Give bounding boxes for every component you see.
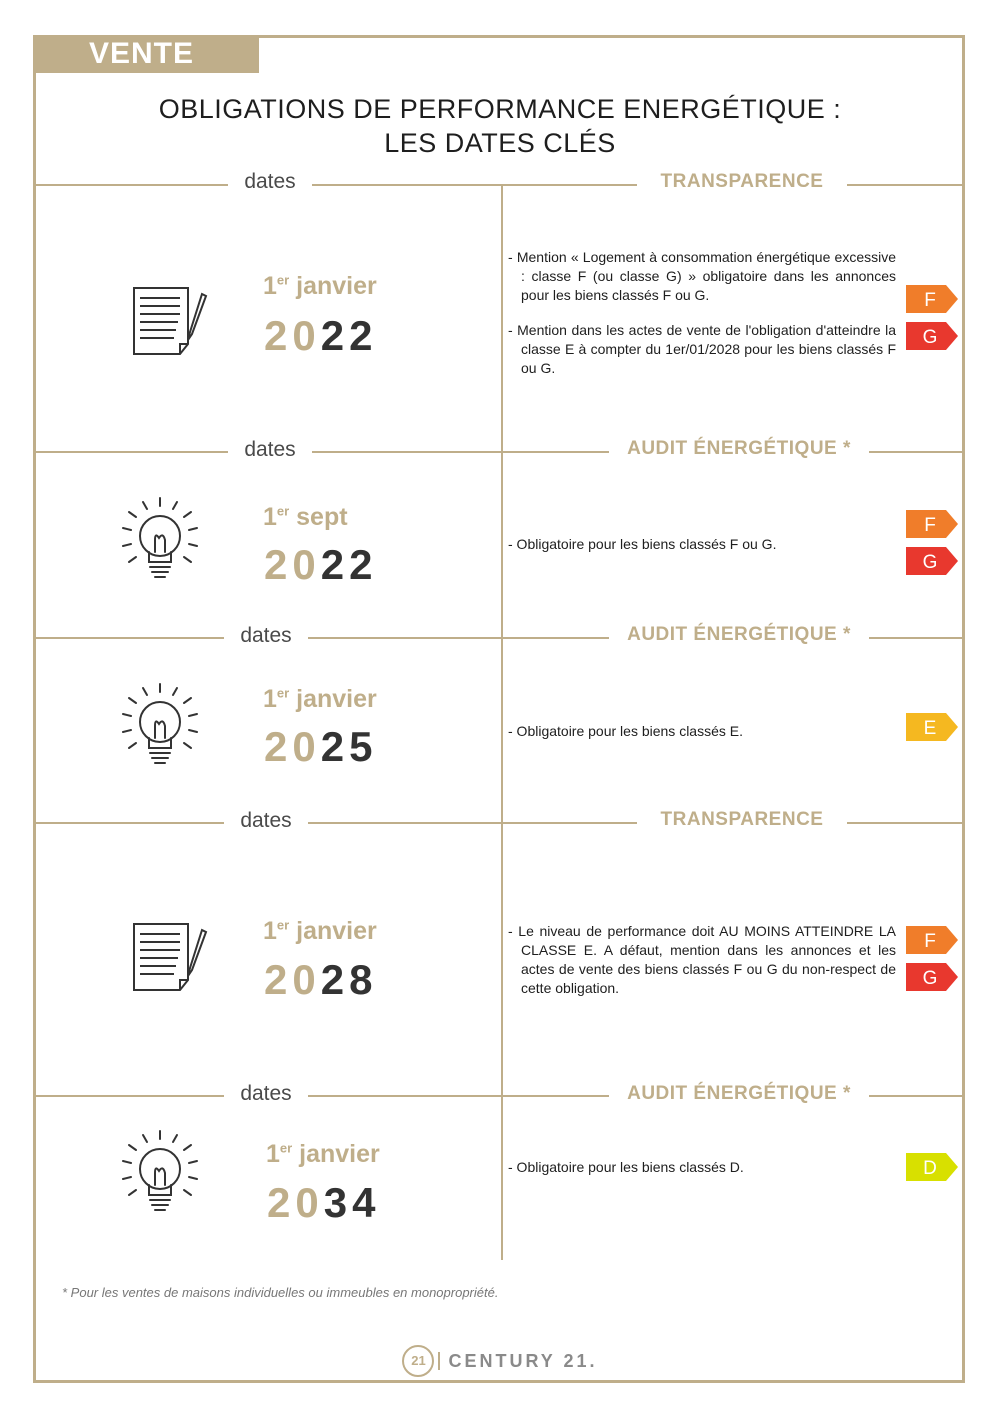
svg-text:F: F (924, 515, 936, 536)
energy-class-f-badge (906, 510, 958, 538)
column-divider (501, 185, 503, 1260)
document-pen-icon (130, 284, 210, 358)
energy-class-g-badge (906, 963, 958, 991)
date-year: 2022 (264, 312, 378, 359)
logo-mark: 21 (402, 1345, 434, 1377)
section-label-theme: TRANSPARENCE (637, 809, 847, 831)
section-label-dates: dates (228, 438, 312, 462)
century21-logo (0, 1345, 1000, 1377)
document-pen-icon (130, 920, 210, 994)
section-bullets (508, 722, 896, 757)
energy-class-d-badge (906, 1153, 958, 1181)
date-year: 2025 (264, 723, 378, 770)
svg-text:F: F (924, 290, 936, 311)
section-label-dates: dates (228, 170, 312, 194)
date-day: 1er janvier (266, 1140, 380, 1168)
section-label-dates: dates (224, 1082, 308, 1106)
lightbulb-icon (115, 1127, 205, 1219)
section-bullets (508, 1158, 896, 1193)
bullet-text: - Obligatoire pour les biens classés D. (508, 1159, 744, 1175)
lightbulb-icon (115, 680, 205, 772)
svg-text:F: F (924, 931, 936, 952)
date-year: 2028 (264, 956, 378, 1003)
logo-separator (438, 1352, 440, 1370)
page-title-line-2: LES DATES CLÉS (384, 128, 616, 158)
date-day: 1er janvier (263, 685, 377, 713)
section-label-dates: dates (224, 624, 308, 648)
section-label-theme: AUDIT ÉNERGÉTIQUE * (609, 624, 869, 646)
date-day: 1er janvier (263, 917, 377, 945)
section-label-dates: dates (224, 809, 308, 833)
energy-class-g-badge (906, 547, 958, 575)
section-label-theme: AUDIT ÉNERGÉTIQUE * (609, 1083, 869, 1105)
svg-text:G: G (922, 327, 938, 348)
bullet-text: - Obligatoire pour les biens classés F ou G. (508, 536, 777, 552)
section-label-theme: TRANSPARENCE (637, 171, 847, 193)
bullet-text: - Mention dans les actes de vente de l'obligation d'atteindre la classe E à compter du 1er/01/2028 pour les biens classés F ou G. (508, 322, 896, 376)
date-year: 2022 (264, 541, 378, 588)
svg-text:G: G (922, 552, 938, 573)
svg-text:D: D (923, 1158, 937, 1179)
section-bullets (508, 248, 896, 394)
energy-class-e-badge (906, 713, 958, 741)
lightbulb-icon (115, 494, 205, 586)
page-title-line-1: OBLIGATIONS DE PERFORMANCE ENERGÉTIQUE : (158, 94, 842, 124)
bullet-text: - Obligatoire pour les biens classés E. (508, 723, 743, 739)
footnote: * Pour les ventes de maisons individuelles ou immeubles en monopropriété. (62, 1285, 499, 1300)
date-day: 1er sept (263, 503, 348, 531)
bullet-text: - Mention « Logement à consommation énergétique excessive : classe F (ou classe G) » obligatoire dans les annonces pour les biens classés F ou G. (508, 249, 896, 303)
energy-class-f-badge (906, 926, 958, 954)
energy-class-f-badge (906, 285, 958, 313)
svg-text:G: G (922, 968, 938, 989)
logo-text: CENTURY 21. (448, 1350, 598, 1371)
svg-text:E: E (923, 718, 937, 739)
date-year: 2034 (267, 1179, 381, 1226)
date-day: 1er janvier (263, 272, 377, 300)
section-label-theme: AUDIT ÉNERGÉTIQUE * (609, 438, 869, 460)
section-bullets (508, 535, 896, 570)
bullet-text: - Le niveau de performance doit AU MOINS ATTEINDRE LA CLASSE E. A défaut, mention dans les annonces et les actes de vente des biens classés F ou G du non-respect de cette obligation. (508, 923, 896, 996)
energy-class-g-badge (906, 322, 958, 350)
category-tag: VENTE (33, 35, 259, 73)
section-bullets (508, 922, 896, 1014)
